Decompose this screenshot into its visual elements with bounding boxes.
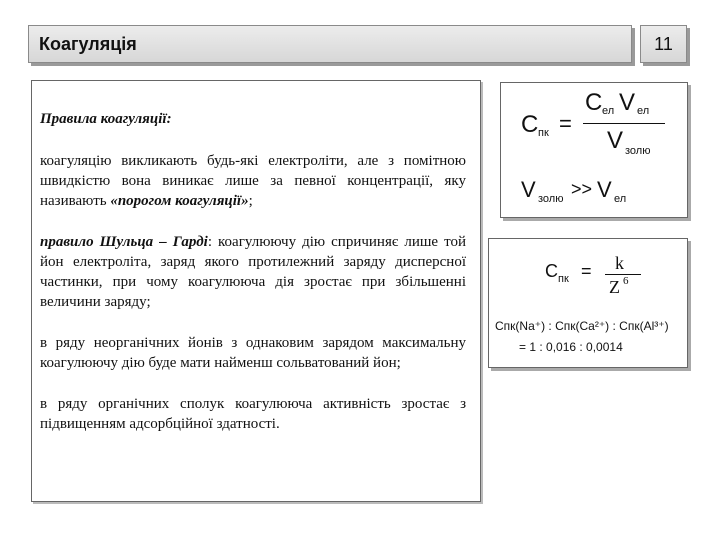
sh-ratio-line-1: Cпк(Na⁺) : Cпк(Ca²⁺) : Cпк(Al³⁺) bbox=[495, 319, 669, 333]
schulze-hardy-formula-box bbox=[488, 238, 688, 368]
formula-denominator-v: V bbox=[607, 127, 624, 154]
formula-c-subscript: пк bbox=[538, 127, 549, 139]
sh-equals: = bbox=[581, 261, 592, 281]
rule-threshold-text: коагуляцію викликають будь-які електроліти, але з помітною швидкістю вона виникає лише за певної концентрації, яку називають bbox=[40, 153, 466, 209]
formula-c-symbol: C bbox=[521, 111, 539, 138]
sh-c-subscript: пк bbox=[558, 273, 569, 285]
threshold-formula-box bbox=[500, 82, 688, 218]
condition-much-greater: >> bbox=[571, 179, 593, 199]
rule-schulze-hardy-text: : коагулюючу дію спричиняє лише той йон електроліта, заряд якого протилежний заряду дисперсної частинки, при чому коагулююча дія зростає при збільшенні величини заряду; bbox=[40, 234, 466, 310]
sh-numerator-k: k bbox=[615, 253, 624, 273]
formula-numerator-v-sub: ел bbox=[637, 105, 650, 117]
formula-fraction-bar bbox=[583, 123, 665, 124]
sh-denominator-exponent: 6 bbox=[623, 275, 629, 287]
formula-numerator-v: V bbox=[619, 89, 636, 116]
rule-threshold-term: «порогом коагуляції» bbox=[110, 193, 249, 209]
condition-v-left: V bbox=[521, 177, 536, 202]
rule-inorganic-ions: в ряду неорганічних йонів з однаковим зарядом максимальну коагулюючу дію буде мати найменш сольватований йон; bbox=[40, 335, 466, 371]
rule-schulze-hardy bbox=[40, 232, 466, 312]
formula-equals: = bbox=[559, 111, 572, 136]
title-bar bbox=[28, 25, 632, 63]
rule-threshold bbox=[40, 151, 466, 211]
content-panel bbox=[31, 80, 481, 502]
formula-numerator-c: C bbox=[585, 89, 603, 116]
slide-title: Коагуляція bbox=[39, 34, 137, 54]
sh-denominator-z: Z bbox=[609, 277, 620, 297]
rule-organic-compounds: в ряду органічних сполук коагулююча активність зростає з підвищенням адсорбційної здатності. bbox=[40, 396, 466, 432]
rule-threshold-end: ; bbox=[248, 193, 253, 209]
sh-ratio-line-2: = 1 : 0,016 : 0,0014 bbox=[519, 340, 623, 354]
formula-denominator-v-sub: золю bbox=[625, 145, 651, 157]
page-number: 11 bbox=[640, 25, 687, 63]
rule-schulze-hardy-term: правило Шульца – Гарді bbox=[40, 234, 208, 250]
rules-heading: Правила коагуляції: bbox=[40, 111, 172, 127]
sh-c-symbol: C bbox=[545, 261, 558, 281]
condition-v-right-sub: ел bbox=[614, 193, 627, 205]
formula-numerator-c-sub: ел bbox=[602, 105, 615, 117]
condition-v-right: V bbox=[597, 177, 612, 202]
condition-v-left-sub: золю bbox=[538, 193, 564, 205]
